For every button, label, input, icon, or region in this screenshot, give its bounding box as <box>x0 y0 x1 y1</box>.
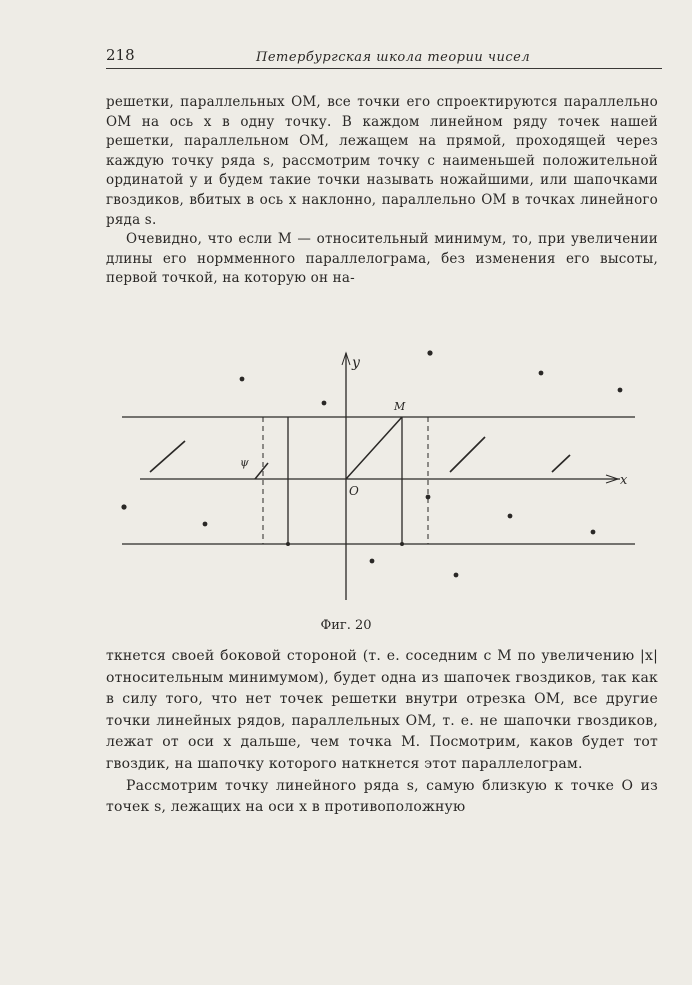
lattice-point <box>618 388 623 393</box>
y-axis-label: y <box>352 355 360 371</box>
nail-2 <box>450 437 485 472</box>
lattice-point <box>508 514 513 519</box>
lattice-point <box>240 377 245 382</box>
point-m-label: M <box>394 400 406 413</box>
segment-om <box>346 417 402 479</box>
origin-label: O <box>349 484 359 498</box>
lattice-point <box>454 573 459 578</box>
nail-1 <box>150 441 185 472</box>
lattice-point <box>370 559 375 564</box>
lattice-point <box>121 504 126 509</box>
rect-corner-point <box>286 542 290 546</box>
paragraph-minimum: Очевидно, что если M — относительный минимум, то, при увеличении длины его нормменного параллелограма, без изменения его высоты, первой точкой, на которую он на- <box>106 231 658 287</box>
lattice-point <box>203 522 208 527</box>
page-number: 218 <box>106 46 135 64</box>
rect-corner-point <box>400 542 404 546</box>
lattice-point <box>591 530 596 535</box>
figure-caption: Фиг. 20 <box>320 618 372 633</box>
paragraph-continued: решетки, параллельных OM, все точки его спроектируются параллельно OM на ось x в одну точку. В каждом линейном ряду точек нашей решетки, параллельном OM, лежащем на прямой, проходящей через каждую точку ряда s, рассмотрим точку с наименьшей положительной ординатой y и будем такие точки называть ножайшими, или шапочками гвоздиков, вбитых в ось x наклонно, параллельно OM в точках линейного ряда s. <box>106 94 658 228</box>
header-rule <box>106 68 662 69</box>
lattice-point <box>426 495 431 500</box>
running-title: Петербургская школа теории чисел <box>256 50 531 65</box>
paragraph-nail: ткнется своей боковой стороной (т. е. соседним с M по увеличению |x| относительным минимумом), будет одна из шапочек гвоздиков, так как в силу того, что нет точек решетки внутри отрезка OM, все другие точки линейных рядов, параллельных OM, т. е. не шапочки гвоздиков, лежат от оси x дальше, чем точка M. Посмотрим, каков будет тот гвоздик, на шапочку которого наткнется этот параллелограм. <box>106 648 658 772</box>
psi-label: ψ <box>240 456 249 469</box>
page-header <box>106 46 662 72</box>
paragraph-consider: Рассмотрим точку линейного ряда s, самую близкую к точке O из точек s, лежащих на оси x в противоположную <box>106 777 658 816</box>
x-axis-label: x <box>620 473 628 488</box>
lattice-point <box>539 371 544 376</box>
text-block-top <box>106 93 658 289</box>
nail-3 <box>552 455 570 472</box>
nail-psi <box>255 463 268 479</box>
lattice-point <box>322 401 327 406</box>
lattice-point <box>427 350 432 355</box>
lattice-diagram <box>110 345 640 610</box>
figure-20 <box>110 345 640 610</box>
text-block-bottom <box>106 646 658 819</box>
